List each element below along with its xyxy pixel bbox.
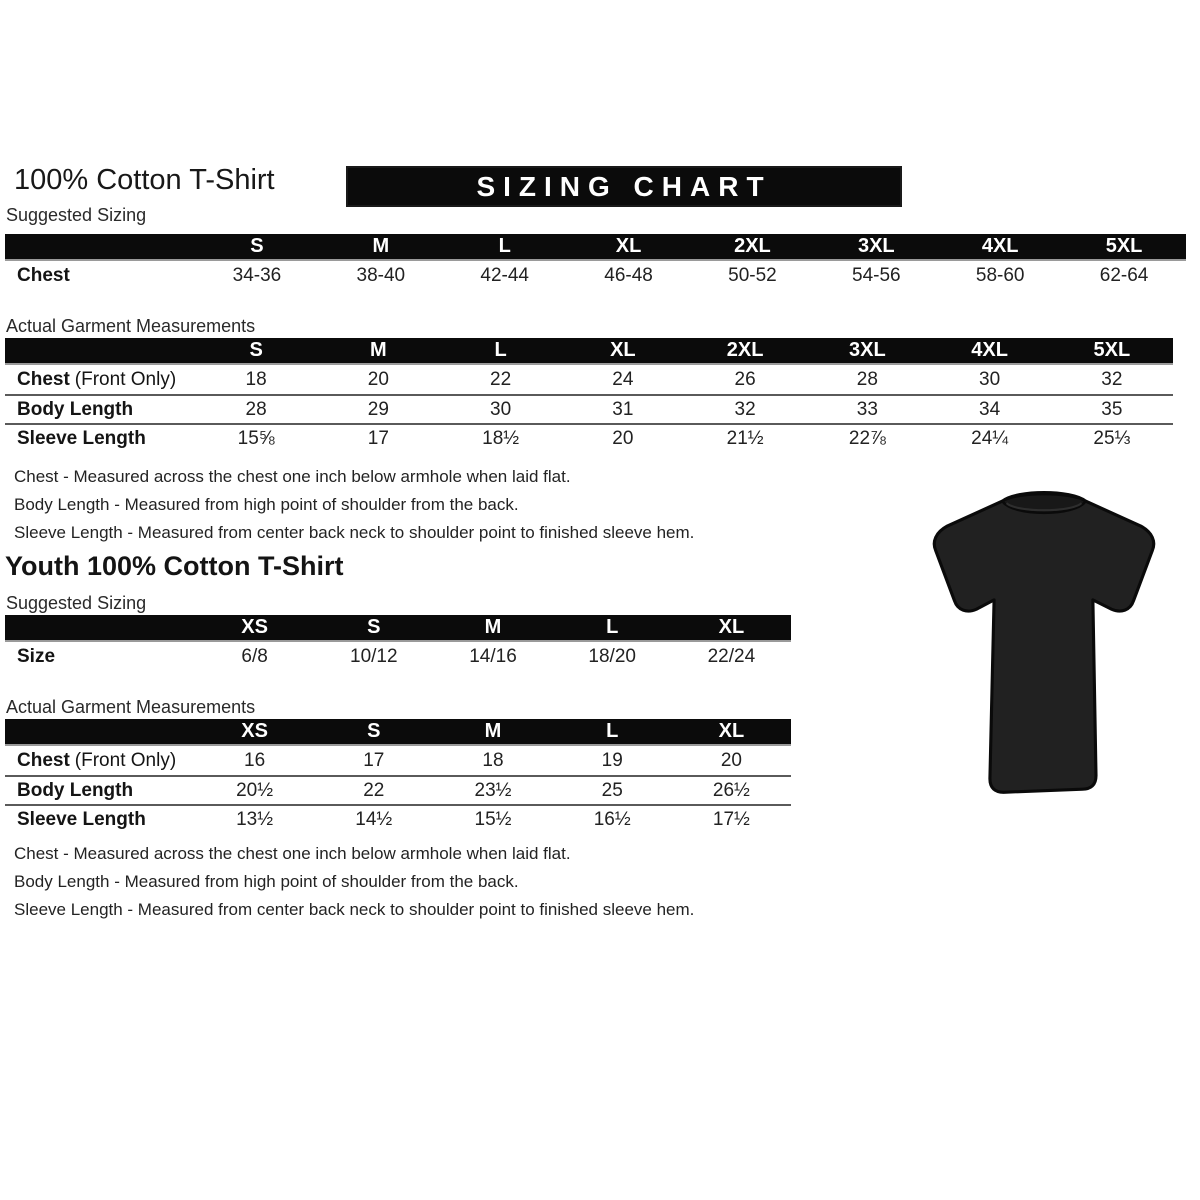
- measurement-cell: 50-52: [691, 261, 815, 290]
- measurement-cell: 22/24: [672, 642, 791, 671]
- adult-actual-heading: Actual Garment Measurements: [6, 316, 256, 336]
- size-column-header: S: [195, 338, 317, 365]
- measurement-cell: 32: [684, 394, 806, 423]
- size-column-header: L: [440, 338, 562, 365]
- measurement-note: Sleeve Length - Measured from center back neck to shoulder point to finished sleeve hem.: [14, 900, 695, 919]
- youth-measurement-notes: [14, 840, 694, 924]
- size-column-header: M: [319, 234, 443, 261]
- measurement-cell: 13½: [195, 804, 314, 833]
- measurement-cell: 17½: [672, 804, 791, 833]
- measurement-cell: 14½: [314, 804, 433, 833]
- measurement-cell: 23½: [433, 775, 552, 804]
- measurement-cell: 26: [684, 365, 806, 394]
- youth-actual-heading: Actual Garment Measurements: [6, 697, 256, 717]
- measurement-cell: 22: [314, 775, 433, 804]
- measurement-cell: 58-60: [938, 261, 1062, 290]
- tshirt-illustration: [888, 474, 1200, 810]
- measurement-cell: 34-36: [195, 261, 319, 290]
- measurement-cell: 20: [672, 746, 791, 775]
- measurement-cell: 16: [195, 746, 314, 775]
- adult-suggested-table: [5, 234, 1186, 290]
- size-table-header-blank: [5, 234, 195, 261]
- measurement-note: Chest - Measured across the chest one inch below armhole when laid flat.: [14, 467, 571, 486]
- row-label: Chest: [5, 261, 195, 290]
- size-column-header: L: [553, 615, 672, 642]
- measurement-cell: 46-48: [567, 261, 691, 290]
- size-column-header: 2XL: [684, 338, 806, 365]
- row-label: Sleeve Length: [5, 423, 195, 452]
- measurement-cell: 16½: [553, 804, 672, 833]
- size-column-header: M: [433, 615, 552, 642]
- measurement-cell: 62-64: [1062, 261, 1186, 290]
- measurement-cell: 42-44: [443, 261, 567, 290]
- measurement-cell: 22: [440, 365, 562, 394]
- size-column-header: XL: [567, 234, 691, 261]
- measurement-cell: 35: [1051, 394, 1173, 423]
- adult-section-title: 100% Cotton T-Shirt: [14, 164, 275, 196]
- row-label: Chest (Front Only): [5, 746, 195, 775]
- sizing-chart-banner-label: SIZING CHART: [476, 170, 772, 202]
- measurement-cell: 28: [195, 394, 317, 423]
- measurement-cell: 18½: [440, 423, 562, 452]
- measurement-cell: 29: [317, 394, 439, 423]
- row-label: Body Length: [5, 394, 195, 423]
- adult-suggested-heading: Suggested Sizing: [6, 205, 147, 225]
- size-column-header: M: [433, 719, 552, 746]
- black-tshirt-photo: [888, 474, 1200, 810]
- size-column-header: S: [195, 234, 319, 261]
- measurement-cell: 26½: [672, 775, 791, 804]
- size-column-header: XS: [195, 615, 314, 642]
- size-column-header: XL: [562, 338, 684, 365]
- measurement-cell: 30: [929, 365, 1051, 394]
- measurement-cell: 24¼: [929, 423, 1051, 452]
- measurement-cell: 18: [433, 746, 552, 775]
- adult-actual-table: [5, 338, 1173, 452]
- adult-measurement-notes: [14, 463, 694, 547]
- size-column-header: 5XL: [1051, 338, 1173, 365]
- size-column-header: S: [314, 615, 433, 642]
- measurement-cell: 19: [553, 746, 672, 775]
- size-column-header: 5XL: [1062, 234, 1186, 261]
- size-column-header: 4XL: [929, 338, 1051, 365]
- measurement-cell: 18: [195, 365, 317, 394]
- size-column-header: XS: [195, 719, 314, 746]
- measurement-cell: 17: [317, 423, 439, 452]
- measurement-cell: 21½: [684, 423, 806, 452]
- measurement-cell: 10/12: [314, 642, 433, 671]
- size-table-header-blank: [5, 338, 195, 365]
- measurement-cell: 24: [562, 365, 684, 394]
- measurement-cell: 54-56: [814, 261, 938, 290]
- size-column-header: L: [443, 234, 567, 261]
- measurement-note: Sleeve Length - Measured from center back neck to shoulder point to finished sleeve hem.: [14, 523, 695, 542]
- youth-suggested-table: [5, 615, 791, 671]
- size-column-header: 4XL: [938, 234, 1062, 261]
- row-label: Size: [5, 642, 195, 671]
- size-column-header: M: [317, 338, 439, 365]
- youth-section-title: Youth 100% Cotton T-Shirt: [5, 551, 344, 581]
- measurement-cell: 32: [1051, 365, 1173, 394]
- size-column-header: 3XL: [814, 234, 938, 261]
- measurement-cell: 34: [929, 394, 1051, 423]
- size-column-header: 2XL: [691, 234, 815, 261]
- measurement-cell: 20: [317, 365, 439, 394]
- youth-actual-table: [5, 719, 791, 833]
- measurement-cell: 22⅞: [806, 423, 928, 452]
- measurement-cell: 15½: [433, 804, 552, 833]
- measurement-cell: 25: [553, 775, 672, 804]
- tshirt-body-shape: [934, 493, 1153, 793]
- row-label-suffix: (Front Only): [74, 368, 177, 390]
- row-label: Body Length: [5, 775, 195, 804]
- size-column-header: S: [314, 719, 433, 746]
- measurement-cell: 17: [314, 746, 433, 775]
- size-column-header: XL: [672, 615, 791, 642]
- row-label: Chest (Front Only): [5, 365, 195, 394]
- measurement-cell: 25⅓: [1051, 423, 1173, 452]
- youth-suggested-heading: Suggested Sizing: [6, 593, 147, 613]
- measurement-cell: 20½: [195, 775, 314, 804]
- measurement-cell: 15⅝: [195, 423, 317, 452]
- size-table-header-blank: [5, 719, 195, 746]
- measurement-cell: 6/8: [195, 642, 314, 671]
- size-table-header-blank: [5, 615, 195, 642]
- size-column-header: XL: [672, 719, 791, 746]
- measurement-cell: 30: [440, 394, 562, 423]
- measurement-cell: 18/20: [553, 642, 672, 671]
- row-label: Sleeve Length: [5, 804, 195, 833]
- measurement-cell: 38-40: [319, 261, 443, 290]
- row-label-suffix: (Front Only): [74, 749, 177, 771]
- measurement-note: Chest - Measured across the chest one inch below armhole when laid flat.: [14, 844, 571, 863]
- measurement-cell: 28: [806, 365, 928, 394]
- measurement-note: Body Length - Measured from high point of shoulder from the back.: [14, 872, 519, 891]
- sizing-chart-banner: [346, 166, 902, 207]
- measurement-cell: 20: [562, 423, 684, 452]
- measurement-note: Body Length - Measured from high point of shoulder from the back.: [14, 495, 519, 514]
- measurement-cell: 33: [806, 394, 928, 423]
- measurement-cell: 31: [562, 394, 684, 423]
- measurement-cell: 14/16: [433, 642, 552, 671]
- size-column-header: L: [553, 719, 672, 746]
- size-column-header: 3XL: [806, 338, 928, 365]
